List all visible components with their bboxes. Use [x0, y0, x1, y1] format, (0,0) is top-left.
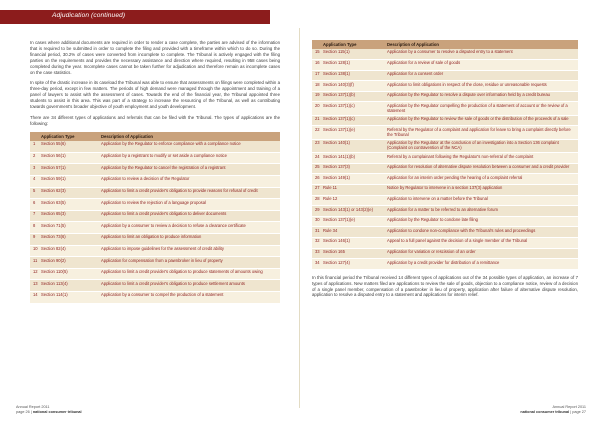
row-application-type: Section 62(3) — [38, 187, 98, 199]
table-row — [312, 139, 578, 152]
row-application-type: Section 127(4) — [320, 259, 384, 270]
row-application-type: Section 59(1) — [38, 176, 98, 188]
table-row — [30, 234, 280, 246]
row-description: Application to limit a credit provider's obligation to produce statements of amounts owing — [98, 268, 280, 280]
table-row — [30, 176, 280, 188]
application-types-table-right — [312, 40, 578, 270]
table-row — [312, 153, 578, 164]
row-number: 18 — [312, 81, 320, 92]
footer-page-line: page 26 | national consumer tribunal — [16, 409, 82, 414]
row-description: Application by the Regulator at the conclusion of an investigation into a Section 136 complaint (Complaint on contravention of the NCA) — [384, 139, 578, 152]
types-paragraph: There are 34 different types of applications and referrals that can be filed with the Tribunal. The types of applications are the following: — [30, 114, 280, 126]
table-row — [312, 60, 578, 71]
header-band — [0, 0, 600, 24]
row-application-type: Section 110(5) — [38, 268, 98, 280]
row-description: Application for a matter to be referred to an alternative forum — [384, 206, 578, 217]
row-application-type: Section 115(1) — [320, 49, 384, 60]
row-application-type: Section 73(6) — [38, 234, 98, 246]
row-number: 25 — [312, 163, 320, 174]
row-description: Referral by the Regulator of a complaint and application for leave to bring a complaint directly before the Tribunal — [384, 126, 578, 139]
row-description: Application by the Regulator to resolve a dispute over information held by a credit bureau — [384, 91, 578, 102]
page-title: Adjudication (continued) — [52, 12, 126, 19]
table-header-description: Description of Application — [384, 40, 578, 49]
row-number: 3 — [30, 164, 38, 176]
row-description: Application to impose guidelines for the assessment of credit ability — [98, 245, 280, 257]
row-description: Application to limit a credit provider's obligation to deliver documents — [98, 210, 280, 222]
row-number: 11 — [30, 257, 38, 269]
row-number: 6 — [30, 199, 38, 211]
table-row — [312, 49, 578, 60]
row-application-type: Section 56(1) — [38, 152, 98, 164]
row-application-type: Rule 34 — [320, 227, 384, 238]
table-header-row — [312, 40, 578, 49]
table-row — [312, 70, 578, 81]
row-number: 10 — [30, 245, 38, 257]
table-row — [312, 227, 578, 238]
table-header-row — [30, 132, 280, 141]
row-description: Application by a registrant to modify or set aside a compliance notice — [98, 152, 280, 164]
row-number: 26 — [312, 174, 320, 185]
row-application-type: Rule 12 — [320, 195, 384, 206]
table-row — [312, 174, 578, 185]
row-description: Appeal to a full panel against the decision of a single member of the Tribunal — [384, 237, 578, 248]
row-number: 4 — [30, 176, 38, 188]
table-row — [312, 91, 578, 102]
footer-left — [16, 405, 82, 414]
row-application-type: Section 137(1)(e) — [320, 126, 384, 139]
row-description: Application to review a decision of the Regulator — [98, 176, 280, 188]
row-application-type: Section 137(1)(c) — [320, 102, 384, 115]
row-description: Application for an interim order pending the hearing of a complaint referral — [384, 174, 578, 185]
row-application-type: Section 114(1) — [38, 292, 98, 304]
application-types-table-left — [30, 132, 280, 304]
footer-page-number: page 26 — [16, 409, 30, 414]
table-header-number — [30, 132, 38, 141]
row-number: 33 — [312, 248, 320, 259]
row-description: Application for a consent order — [384, 70, 578, 81]
row-application-type: Section 138(1) — [320, 70, 384, 81]
table-row — [30, 245, 280, 257]
table-row — [30, 280, 280, 292]
row-number: 31 — [312, 227, 320, 238]
row-number: 1 — [30, 141, 38, 153]
row-application-type: Section 140(3)(f) — [320, 81, 384, 92]
row-application-type: Section 71(5) — [38, 222, 98, 234]
footer-org-name: national consumer tribunal — [520, 409, 570, 414]
table-row — [30, 210, 280, 222]
table-row — [312, 102, 578, 115]
row-number: 24 — [312, 153, 320, 164]
table-row — [312, 163, 578, 174]
table-row — [312, 259, 578, 270]
row-description: Application to condone non-compliance with the Tribunal's rules and proceedings — [384, 227, 578, 238]
row-application-type: Section 140(1) — [320, 139, 384, 152]
summary-paragraph: In this financial period the Tribunal received 14 different types of applications out of the 34 possible types of application, an increase of 7 types of applications. New matters filed are applications to review the sale of goods, objection to a compliance notice, review of a decision of a single panel member, compensation of a pawnbroker in lieu of property, application after failure of alternative dispute resolution, application to resolve a disputed entry to a statement and applications for interim relief. — [312, 274, 578, 298]
row-number: 20 — [312, 102, 320, 115]
row-description: Application by a consumer to resolve a disputed entry to a statement — [384, 49, 578, 60]
row-description: Application for variation or rescission of an order — [384, 248, 578, 259]
table-header-type: Application Type — [320, 40, 384, 49]
table-row — [30, 199, 280, 211]
row-description: Application to limit a credit provider's obligation to produce settlement amounts — [98, 280, 280, 292]
row-number: 30 — [312, 216, 320, 227]
row-application-type: Section 137(3) — [320, 163, 384, 174]
footer-page-line: national consumer tribunal | page 27 — [520, 409, 586, 414]
table-row — [312, 126, 578, 139]
table-row — [30, 268, 280, 280]
row-number: 19 — [312, 91, 320, 102]
row-application-type: Section 146(1) — [320, 237, 384, 248]
row-number: 5 — [30, 187, 38, 199]
row-number: 32 — [312, 237, 320, 248]
row-application-type: Section 128(1) — [320, 60, 384, 71]
row-number: 14 — [30, 292, 38, 304]
table-row — [312, 115, 578, 126]
table-header-type: Application Type — [38, 132, 98, 141]
row-number: 12 — [30, 268, 38, 280]
table-row — [312, 248, 578, 259]
table-row — [30, 292, 280, 304]
left-page — [30, 40, 280, 304]
row-description: Application to review the rejection of a language proposal — [98, 199, 280, 211]
row-description: Application for a review of sale of goods — [384, 60, 578, 71]
row-description: Application to limit a credit provider's obligation to provide reasons for refusal of credit — [98, 187, 280, 199]
row-description: Application for compensation from a pawnbroker in lieu of property — [98, 257, 280, 269]
row-application-type: Section 137(1)(c) — [320, 115, 384, 126]
table-row — [312, 237, 578, 248]
row-description: Application to limit obligations in respect of the close, residue or unreasonable requests — [384, 81, 578, 92]
row-number: 7 — [30, 210, 38, 222]
table-row — [30, 257, 280, 269]
row-description: Application by the Regulator compelling the production of a statement of account or the review of a statement — [384, 102, 578, 115]
row-description: Notice by Regulator to intervene in a section 137(3) application — [384, 184, 578, 195]
row-number: 21 — [312, 115, 320, 126]
table-row — [30, 187, 280, 199]
row-application-type: Section 65(3) — [38, 210, 98, 222]
row-description: Application for resolution of alternative dispute resolution between a consumer and a credit provider — [384, 163, 578, 174]
footer-org-name: national consumer tribunal — [32, 409, 82, 414]
row-application-type: Section 55(6) — [38, 141, 98, 153]
row-number: 17 — [312, 70, 320, 81]
row-application-type: Section 137(1)(b) — [320, 91, 384, 102]
row-description: Application by a credit provider for distribution of a remittance — [384, 259, 578, 270]
row-application-type: Section 137(1)(e) — [320, 216, 384, 227]
row-number: 9 — [30, 234, 38, 246]
row-application-type: Section 90(2) — [38, 257, 98, 269]
row-application-type: Section 57(1) — [38, 164, 98, 176]
row-number: 22 — [312, 126, 320, 139]
table-row — [30, 164, 280, 176]
row-description: Application by the Regulator to condone late filing — [384, 216, 578, 227]
row-number: 2 — [30, 152, 38, 164]
row-number: 23 — [312, 139, 320, 152]
row-description: Application to intervene on a matter before the Tribunal — [384, 195, 578, 206]
footer-report-label: Annual Report 2011 — [16, 405, 50, 409]
row-number: 13 — [30, 280, 38, 292]
row-description: Application by the Regulator to cancel the registration of a registrant — [98, 164, 280, 176]
row-application-type: Section 165 — [320, 248, 384, 259]
row-application-type: Section 149(1) — [320, 174, 384, 185]
footer-right — [520, 405, 586, 414]
footer-page-number: page 27 — [572, 409, 586, 414]
intro-paragraph: In cases where additional documents are required in order to render a case complete, the parties are advised of the information that is required to be submitted in order to complete the filing and provided with a timeframe within which to do so. During the financial period, 30.2% of cases were converted from incomplete to complete. The Tribunal is actively engaged with the filing parties on the requirements and provides the necessary assistance and direction where required, resulting in 958 cases being completed during the year. Incomplete cases cannot be taken further for adjudication and therefore remain as incomplete cases on the case statistics. — [30, 40, 280, 75]
table-row — [312, 216, 578, 227]
row-number: 29 — [312, 206, 320, 217]
footer-report-label: Annual Report 2011 — [552, 405, 586, 409]
header-bar — [0, 10, 270, 24]
table-row — [312, 206, 578, 217]
row-number: 8 — [30, 222, 38, 234]
table-row — [312, 195, 578, 206]
row-number: 34 — [312, 259, 320, 270]
row-application-type: Section 143(1) or 143(2)(e) — [320, 206, 384, 217]
row-description: Application by a consumer to compel the production of a statement — [98, 292, 280, 304]
row-application-type: Section 63(5) — [38, 199, 98, 211]
row-description: Referral by a complainant following the Regulator's non-referral of the complaint — [384, 153, 578, 164]
table-row — [30, 141, 280, 153]
table-row — [30, 152, 280, 164]
page-spine — [299, 28, 300, 408]
right-page — [312, 40, 578, 303]
row-number: 15 — [312, 49, 320, 60]
row-description: Application by a consumer to review a decision to refuse a clearance certificate — [98, 222, 280, 234]
row-application-type: Section 113(4) — [38, 280, 98, 292]
table-row — [312, 184, 578, 195]
caseload-paragraph: In spite of the drastic increase in its caseload the Tribunal was able to ensure that assessments on filings were completed within a three-day period, except in few matters. The periods of high demand were managed through the appointment and training of a panel of lawyers to assist with the assessment of cases. Towards the end of the financial year, the Tribunal appointed three students to assist in this area. This was part of a strategy to increase the resourcing of the Tribunal, as well as contributing towards government's broader objective of youth employment and youth development. — [30, 80, 280, 110]
row-number: 27 — [312, 184, 320, 195]
row-application-type: Section 141(1)(b) — [320, 153, 384, 164]
row-number: 28 — [312, 195, 320, 206]
row-number: 16 — [312, 60, 320, 71]
row-description: Application by the Regulator to enforce compliance with a compliance notice — [98, 141, 280, 153]
table-header-description: Description of Application — [98, 132, 280, 141]
row-description: Application to limit an obligation to produce information — [98, 234, 280, 246]
table-row — [312, 81, 578, 92]
table-header-number — [312, 40, 320, 49]
row-application-type: Section 82(4) — [38, 245, 98, 257]
table-row — [30, 222, 280, 234]
row-application-type: Rule 11 — [320, 184, 384, 195]
row-description: Application by the Regulator to review the sale of goods or the distribution of the proceeds of a sale — [384, 115, 578, 126]
